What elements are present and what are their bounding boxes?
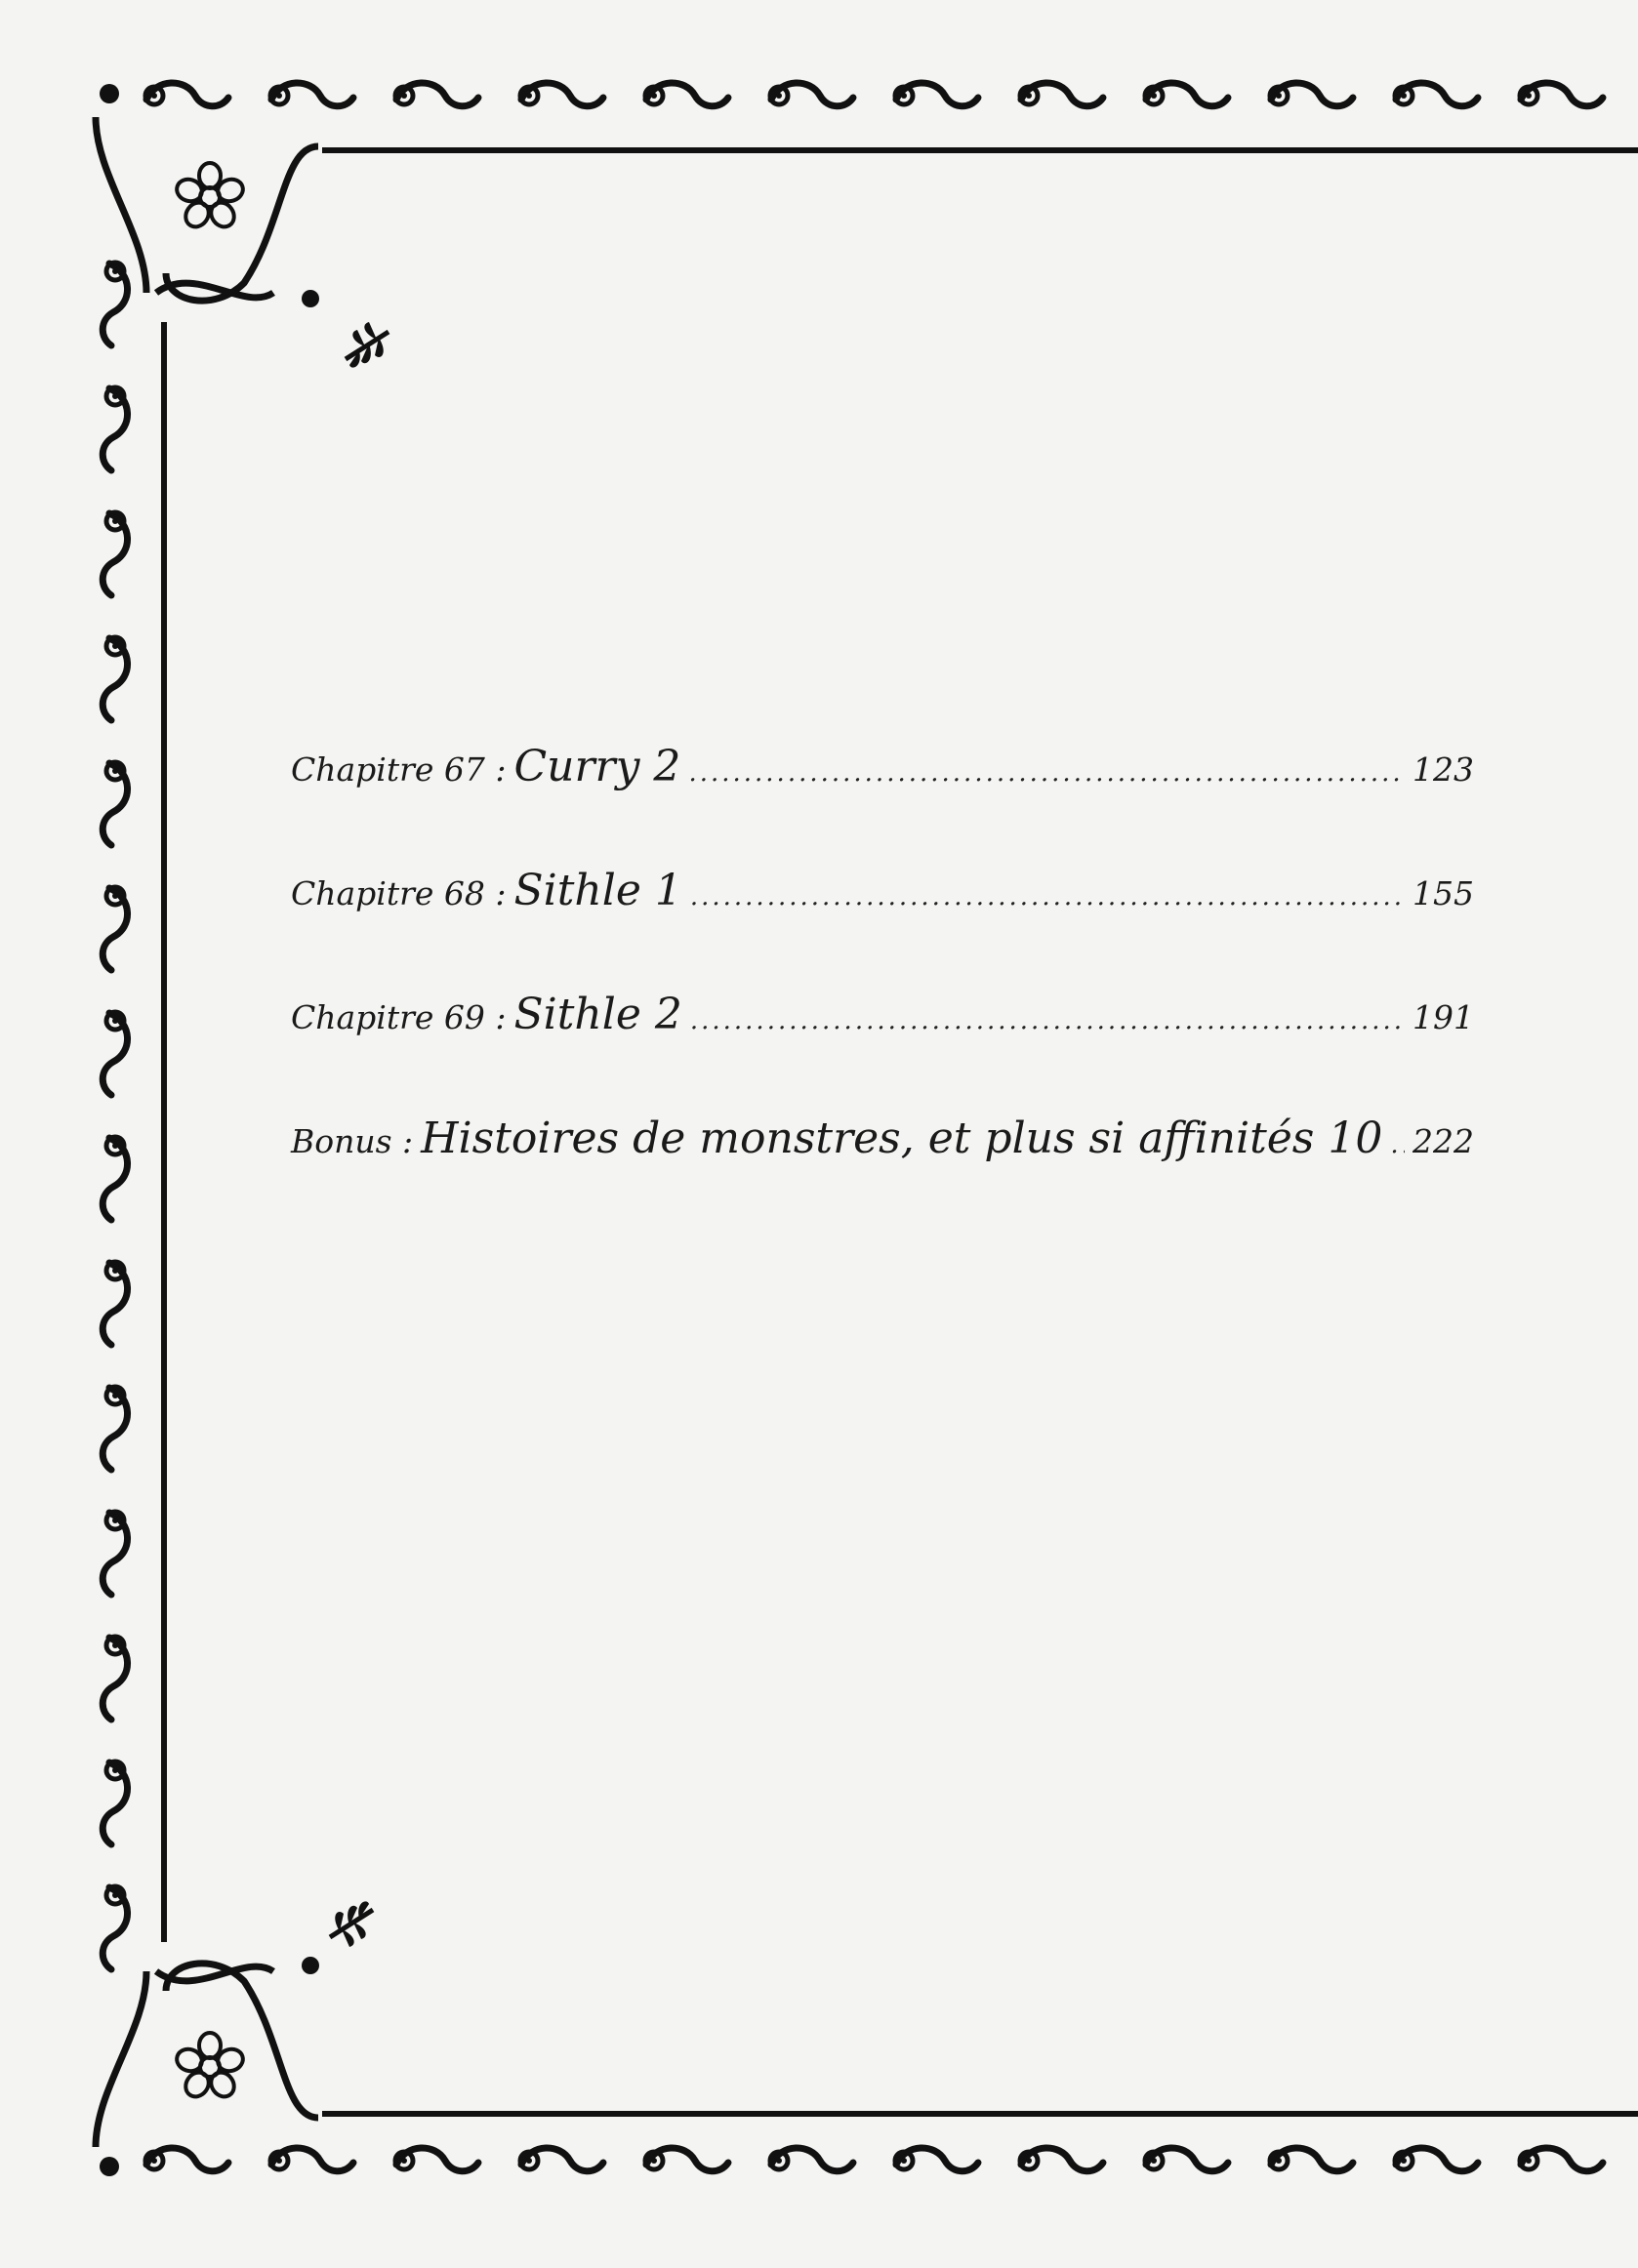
table-of-contents: [291, 742, 1474, 1237]
toc-title: Sithle 2: [513, 990, 682, 1039]
left-swirl-column: [102, 263, 127, 1969]
top-swirl-row: [145, 83, 1603, 106]
dot-leader: [1390, 1130, 1405, 1159]
toc-entry-bonus[interactable]: [291, 1114, 1474, 1172]
leaf-sprig-icon: [330, 1901, 373, 1947]
dot-leader: [690, 1006, 1405, 1035]
toc-entry-chapter-68[interactable]: [291, 866, 1474, 924]
toc-entry-chapter-69[interactable]: [291, 990, 1474, 1048]
toc-prefix: Bonus :: [291, 1122, 414, 1160]
toc-prefix: Chapitre 68 :: [291, 874, 507, 912]
toc-page-number: 123: [1413, 750, 1474, 789]
toc-title: Curry 2: [513, 742, 681, 791]
toc-page-number: 222: [1413, 1122, 1474, 1160]
dot-leader: [688, 758, 1405, 788]
toc-page-number: 155: [1413, 874, 1474, 912]
toc-prefix: Chapitre 69 :: [291, 998, 507, 1036]
corner-top-left: [96, 84, 389, 368]
flower-icon: [174, 163, 246, 231]
toc-entry-chapter-67[interactable]: [291, 742, 1474, 800]
leaf-sprig-icon: [346, 322, 389, 368]
toc-title: Sithle 1: [513, 866, 682, 915]
toc-page-number: 191: [1413, 998, 1474, 1036]
bottom-swirl-row: [145, 2148, 1603, 2171]
corner-bottom-left: [96, 1901, 373, 2176]
dot-leader: [690, 882, 1405, 911]
flower-icon: [174, 2033, 246, 2101]
toc-prefix: Chapitre 67 :: [291, 750, 507, 789]
toc-title: Histoires de monstres, et plus si affinités 10: [421, 1114, 1383, 1163]
